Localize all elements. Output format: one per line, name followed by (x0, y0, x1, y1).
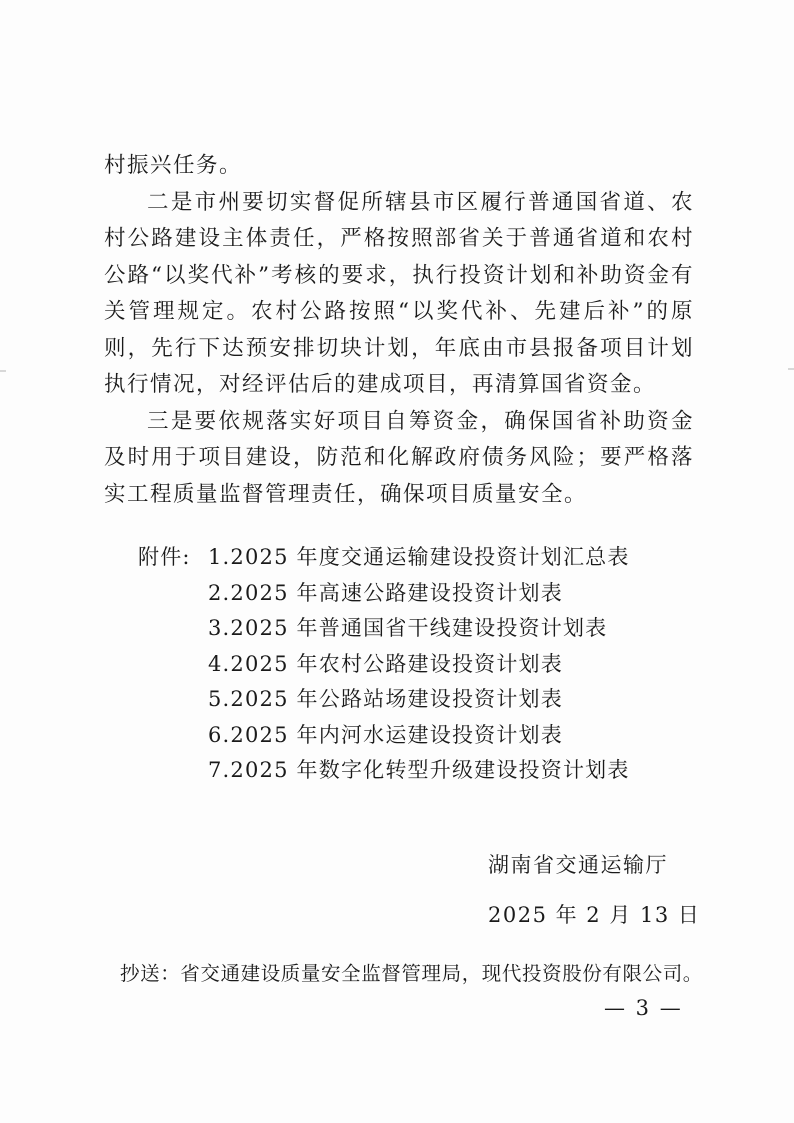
page-number: — 3 — (604, 996, 683, 1020)
scan-artifact (0, 370, 6, 372)
attachment-list (138, 540, 630, 789)
signature-block (488, 840, 700, 940)
attachment-row (138, 753, 630, 789)
paragraph-three: 三是要依规落实好项目自筹资金，确保国省补助资金及时用于项目建设，防范和化解政府债务风险；要严格落实工程质量监督管理责任，确保项目质量安全。 (104, 408, 694, 507)
attachment-item: 1.2025 年度交通运输建设投资计划汇总表 (208, 545, 630, 569)
attachment-item: 6.2025 年内河水运建设投资计划表 (208, 722, 563, 747)
attachment-label: 附件: (138, 545, 191, 569)
body-text (104, 148, 694, 513)
attachment-row (138, 647, 630, 683)
paragraph-two: 二是市州要切实督促所辖县市区履行普通国省道、农村公路建设主体责任，严格按照部省关于普通省道和农村公路“以奖代补”考核的要求，执行投资计划和补助资金有关管理规定。农村公路按照“以奖代补、先建后补”的原则，先行下达预安排切块计划，年底由市县报备项目计划执行情况，对经评估后的建成项目，再清算国省资金。 (104, 189, 694, 397)
attachment-item: 7.2025 年数字化转型升级建设投资计划表 (208, 758, 630, 782)
attachment-item: 2.2025 年高速公路建设投资计划表 (208, 580, 563, 605)
attachment-item: 5.2025 年公路站场建设投资计划表 (208, 687, 563, 711)
paragraph-continuation: 村振兴任务。 (104, 153, 243, 178)
issue-date: 2025 年 2 月 13 日 (488, 903, 701, 927)
attachment-row (138, 540, 630, 576)
attachment-row (138, 682, 630, 718)
issuing-organization: 湖南省交通运输厅 (488, 853, 668, 877)
cc-line: 抄送：省交通建设质量安全监督管理局，现代投资股份有限公司。 (120, 962, 703, 985)
attachment-item: 4.2025 年农村公路建设投资计划表 (208, 651, 563, 676)
attachment-row (138, 576, 630, 612)
attachment-row (138, 611, 630, 647)
attachment-item: 3.2025 年普通国省干线建设投资计划表 (208, 616, 608, 640)
scan-artifact (788, 368, 794, 370)
attachment-row (138, 718, 630, 754)
